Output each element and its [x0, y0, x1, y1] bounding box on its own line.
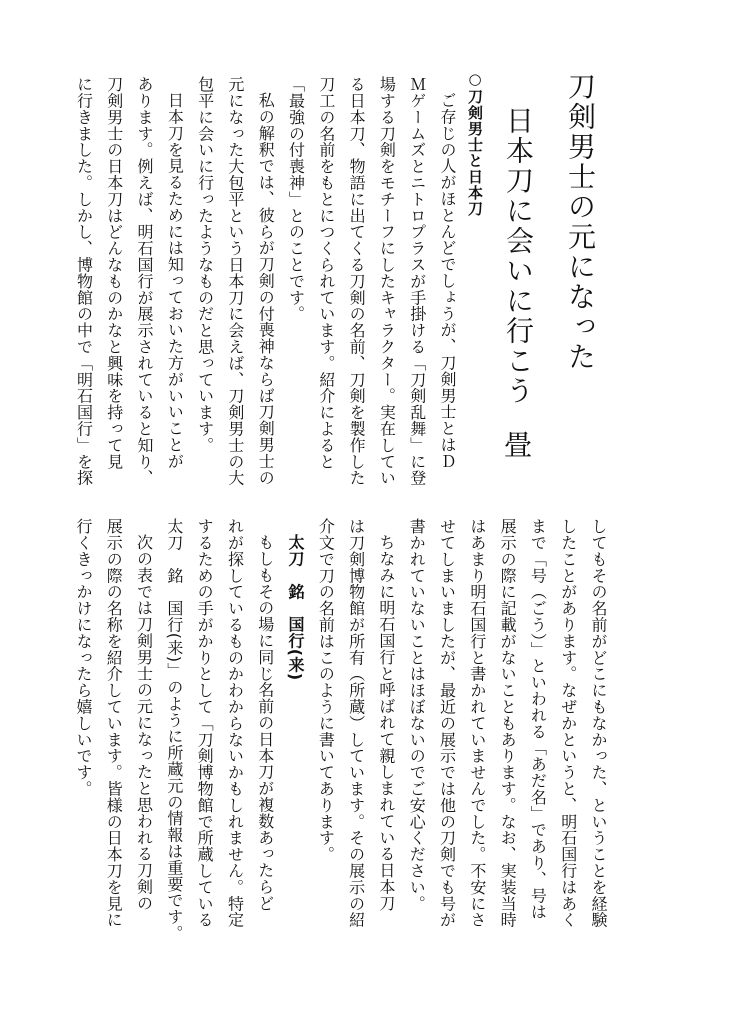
text-line: れが探しているものかわからないかもしれません。特定	[225, 518, 245, 928]
text-line: 書かれていないことはほぼないのでご安心ください。	[407, 518, 427, 912]
text-line: 日本刀を見るためには知っておいた方がいいことが	[165, 92, 185, 470]
bottom-body-text	[68, 518, 613, 941]
text-line: まで「号（ごう）」といわれる「あだ名」であり、号は	[528, 518, 548, 920]
text-line: 刀剣男士の日本刀はどんなものかなと興味を持って見	[104, 76, 124, 470]
author-name: 畳	[500, 430, 533, 458]
text-line: 太刀 銘 国行(来)」のように所蔵元の情報は重要です。	[164, 518, 184, 942]
text-line: 次の表では刀剣男士の元になったと思われる刀剣の	[134, 534, 154, 912]
text-line: ご存じの人がほとんどでしょうが、刀剣男士とはＤ	[438, 92, 457, 470]
title-line-2: 日本刀に会いに行こう	[502, 106, 535, 406]
section-heading: ○刀剣男士と日本刀	[466, 70, 484, 217]
text-line: もしもその場に同じ名前の日本刀が複数あったらど	[255, 534, 275, 912]
text-line: Ｍゲームズとニトロプラスが手掛ける「刀剣乱舞」に登	[407, 76, 427, 486]
title-line-1: 刀剣男士の元になった	[564, 72, 597, 372]
text-line: る日本刀、物語に出てくる刀剣の名前、刀剣を製作した	[347, 76, 367, 486]
text-line: 介文で刀の名前はこのように書いてあります。	[316, 518, 336, 863]
text-line: ちなみに明石国行と呼ばれて親しまれている日本刀	[376, 534, 396, 912]
text-line: はあまり明石国行と書かれていませんでした。不安にさ	[467, 518, 487, 928]
text-line: 元になった大包平という日本刀に会えば、刀剣男士の大	[225, 76, 245, 486]
text-line: せてしまいましたが、最近の展示では他の刀剣でも号が	[437, 518, 457, 928]
text-line: 展示の際の名称を紹介しています。皆様の日本刀を見に	[104, 518, 124, 928]
text-line: 行くきっかけになったら嬉しいです。	[73, 518, 93, 797]
text-line: してもその名前がどこにもなかった、ということを経験	[589, 518, 608, 928]
text-line: 展示の際に記載がないこともあります。なお、実装当時	[498, 518, 518, 928]
text-line: は刀剣博物館が所有（所蔵）しています。その展示の紹	[346, 518, 366, 928]
text-line: するための手がかりとして「刀剣博物館で所蔵している	[195, 518, 215, 928]
text-line: 私の解釈では、彼らが刀剣の付喪神ならば刀剣男士の	[256, 92, 276, 486]
text-line: したことがあります。なぜかというと、明石国行はあく	[558, 518, 578, 928]
top-body-text	[68, 76, 462, 486]
text-line: 場する刀剣をモチーフにしたキャラクター。実在してい	[377, 76, 397, 486]
text-line: 刀工の名前をもとにつくられています。紹介によると	[316, 76, 336, 470]
sword-name-heading: 太刀 銘 国行(来)	[286, 534, 306, 681]
text-line: あります。例えば、明石国行が展示されていると知り、	[135, 76, 155, 486]
text-line: 包平に会いに行ったようなものだと思っています。	[195, 76, 215, 454]
text-line: に行きました。しかし、博物館の中で「明石国行」を探	[74, 76, 94, 486]
text-line: 「最強の付喪神」とのことです。	[286, 76, 306, 322]
